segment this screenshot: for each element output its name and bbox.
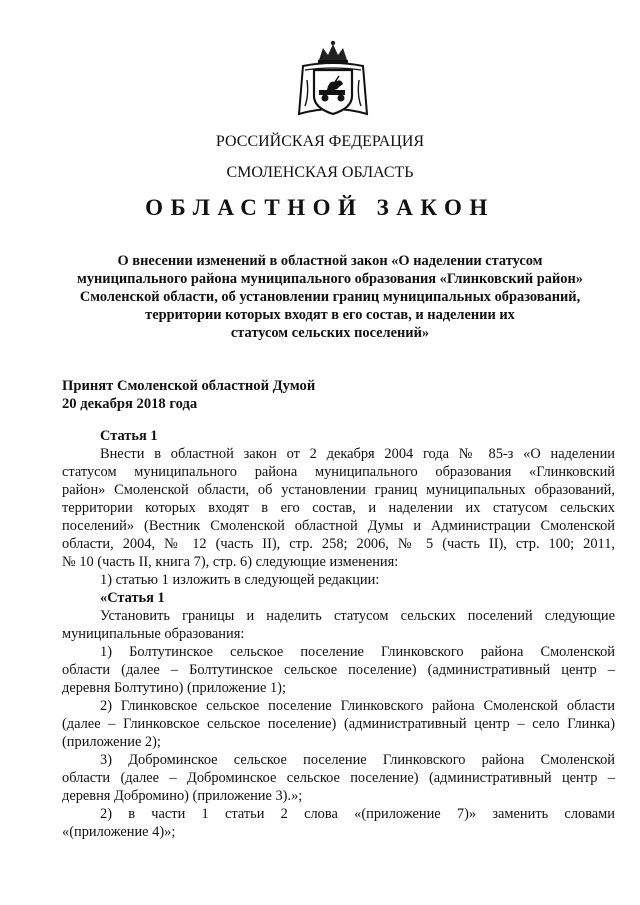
body-line: области (далее – Болтутинское сельское поселение) (административный центр – <box>62 662 615 678</box>
title-line: муниципального района муниципального образования «Глинковский район» <box>77 271 583 287</box>
body-line: деревня Добромино) (приложение 3).»; <box>62 788 303 804</box>
title-line: статусом сельских поселений» <box>230 325 430 341</box>
law-body <box>62 427 615 841</box>
region-heading: СМОЛЕНСКАЯ ОБЛАСТЬ <box>226 164 414 181</box>
body-line: области (далее – Доброминское сельское поселение) (административный центр – <box>62 770 615 786</box>
title-line: О внесении изменений в областной закон «О наделении статусом <box>117 253 543 269</box>
list-item: 2) Глинковское сельское поселение Глинковского района Смоленской области <box>100 698 615 714</box>
body-line: территории которых входят в его состав, и наделении их статусом сельских <box>62 500 615 516</box>
article-heading: Статья 1 <box>100 428 158 444</box>
body-line: муниципальные образования: <box>62 626 245 642</box>
body-line: Внести в областной закон от 2 декабря 2004 года № 85-з «О наделении <box>100 446 615 462</box>
title-line: Смоленской области, об установлении границ муниципальных образований, <box>79 289 581 305</box>
body-line: № 10 (часть II, книга 7), стр. 6) следующие изменения: <box>62 554 399 570</box>
law-title <box>60 252 600 342</box>
smolensk-coat-of-arms-icon <box>297 40 369 120</box>
body-line: Установить границы и наделить статусом сельских поселений следующие <box>100 608 615 624</box>
body-line: 1) статью 1 изложить в следующей редакции: <box>100 572 380 588</box>
body-line: области, 2004, № 12 (часть II), стр. 258; 2006, № 5 (часть II), стр. 100; 2011, <box>62 536 615 552</box>
document-type-heading: ОБЛАСТНОЙ ЗАКОН <box>145 195 495 220</box>
title-line: территории которых входят в его состав, и наделении их <box>145 307 515 323</box>
adoption-body: Принят Смоленской областной Думой <box>62 378 316 394</box>
body-line: (приложение 2); <box>62 734 161 750</box>
adoption-date: 20 декабря 2018 года <box>62 396 198 412</box>
country-heading: РОССИЙСКАЯ ФЕДЕРАЦИЯ <box>215 133 425 150</box>
body-line: поселений» (Вестник Смоленской областной Думы и Администрации Смоленской <box>62 518 615 534</box>
body-line: район» Смоленской области, об установлении границ муниципальных образований, <box>62 482 615 498</box>
list-item: 3) Доброминское сельское поселение Глинковского района Смоленской <box>100 752 615 768</box>
adoption-note <box>62 377 315 413</box>
body-line: деревня Болтутино) (приложение 1); <box>62 680 286 696</box>
article-heading-quoted: «Статья 1 <box>100 590 165 606</box>
body-line: (далее – Глинковское сельское поселение) (административный центр – село Глинка) <box>62 716 615 732</box>
list-item: 2) в части 1 статьи 2 слова «(приложение 7)» заменить словами <box>100 806 615 822</box>
body-line: статусом муниципального района муниципального образования «Глинковский <box>62 464 615 480</box>
list-item: 1) Болтутинское сельское поселение Глинковского района Смоленской <box>100 644 615 660</box>
body-line: «(приложение 4)»; <box>62 824 176 840</box>
